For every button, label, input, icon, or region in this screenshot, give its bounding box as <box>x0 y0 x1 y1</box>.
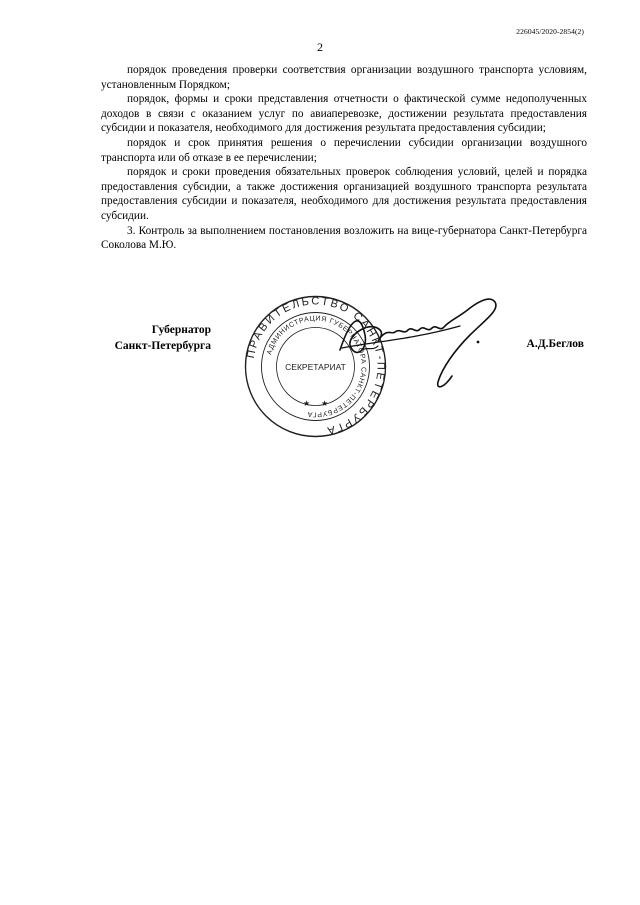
paragraph-mandatory-checks: порядок и сроки проведения обязательных проверок соблюдения условий, целей и порядка предоставления субсидии, а также достижения организацией воздушного транспорта результата предоставления субсидии и показателя, необходимого для достижения результата предоставления субсидии. <box>101 166 587 222</box>
signatory-title-line1: Губернатор <box>151 324 211 336</box>
paragraph-transfer-decision: порядок и срок принятия решения о перечислении субсидии организации воздушного транспорта или об отказе в ее перечислении; <box>101 136 587 164</box>
signatory-title-line2: Санкт-Петербурга <box>114 340 211 352</box>
paragraph-reporting-procedure: порядок, формы и сроки представления отчетности о фактической сумме недополученных доходов в связи с оказанием услуг по авиаперевозке, достижении результата предоставления субсидии и показателя, необходимого для достижения результата предоставления субсидии; <box>101 93 587 135</box>
signature-block <box>0 295 640 437</box>
seal-star-right-icon: ★ <box>321 399 329 408</box>
seal-outer-text: ПРАВИТЕЛЬСТВО САНКТ-ПЕТЕРБУРГА <box>244 295 387 437</box>
document-body <box>101 63 587 253</box>
seal-center-text: СЕКРЕТАРИАТ <box>285 362 346 372</box>
seal-inner-text: АДМИНИСТРАЦИЯ ГУБЕРНАТОРА САНКТ-ПЕТЕРБУРГА <box>266 315 367 418</box>
seal-star-left-icon: ★ <box>303 399 311 408</box>
signatory-title <box>101 322 211 354</box>
signatory-name: А.Д.Беглов <box>526 338 584 350</box>
handwritten-signature <box>320 290 510 400</box>
paragraph-verification-procedure: порядок проведения проверки соответствия организации воздушного транспорта условиям, установленным Порядком; <box>101 64 587 91</box>
paragraph-control-assignment: 3. Контроль за выполнением постановления возложить на вице-губернатора Санкт-Петербурга Соколова М.Ю. <box>101 224 587 252</box>
page-number: 2 <box>317 40 323 54</box>
document-id: 226045/2020-2854(2) <box>516 27 584 36</box>
